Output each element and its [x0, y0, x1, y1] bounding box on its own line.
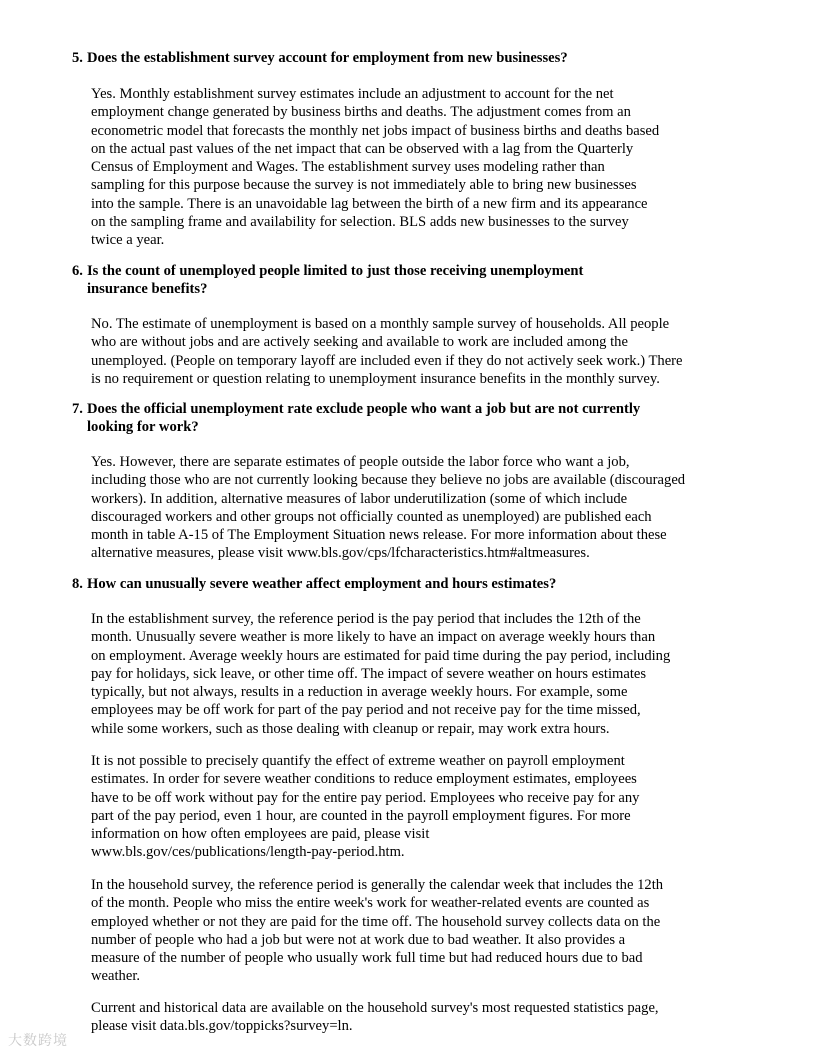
answer-8-paragraph-1 — [91, 610, 751, 738]
answer-line: Yes. Monthly establishment survey estimates include an adjustment to account for the net — [91, 86, 614, 102]
question-6-number: 6. — [72, 263, 83, 279]
answer-line: employment change generated by business births and deaths. The adjustment comes from an — [91, 104, 631, 121]
answer-line: unemployed. (People on temporary layoff are included even if they do not actively seek work.) There — [91, 352, 683, 369]
answer-line: pay for holidays, sick leave, or other time off. The impact of severe weather on hours estimates — [91, 665, 647, 682]
question-5-number: 5. — [72, 50, 83, 66]
answer-8-paragraph-4 — [91, 999, 751, 1036]
answer-5-paragraph-1 — [91, 85, 751, 250]
answer-line: In the household survey, the reference period is generally the calendar week that includes the 12th — [91, 877, 664, 893]
answer-line: employed whether or not they are paid for the time off. The household survey collects data on the — [91, 913, 661, 930]
question-6-text-line-2: insurance benefits? — [87, 281, 208, 298]
question-7-text-line-2: looking for work? — [87, 419, 199, 436]
answer-line: while some workers, such as those dealing with cleanup or repair, may work extra hours. — [91, 720, 610, 737]
answer-line: In the establishment survey, the reference period is the pay period that includes the 12th of the — [91, 611, 641, 627]
answer-line: workers). In addition, alternative measures of labor underutilization (some of which include — [91, 490, 628, 507]
question-8-number: 8. — [72, 576, 83, 592]
answer-line: is no requirement or question relating to unemployment insurance benefits in the monthly survey. — [91, 370, 660, 387]
answer-8-paragraph-3 — [91, 876, 751, 986]
answer-line: typically, but not always, results in a reduction in average weekly hours. For example, some — [91, 684, 628, 701]
question-6 — [72, 262, 732, 299]
answer-line: Current and historical data are available on the household survey's most requested statistics page, — [91, 1000, 659, 1016]
question-7-number: 7. — [72, 401, 83, 417]
answer-line: number of people who had a job but were not at work due to bad weather. It also provides a — [91, 931, 626, 948]
answer-line: weather. — [91, 968, 141, 985]
answer-line: No. The estimate of unemployment is based on a monthly sample survey of households. All people — [91, 316, 670, 332]
answer-line: who are without jobs and are actively seeking and available to work are included among the — [91, 334, 628, 351]
question-5 — [72, 49, 732, 67]
question-8-text: How can unusually severe weather affect employment and hours estimates? — [87, 576, 557, 592]
question-7 — [72, 400, 732, 437]
answer-line: Census of Employment and Wages. The establishment survey uses modeling rather than — [91, 159, 605, 176]
question-7-text-line-1: Does the official unemployment rate exclude people who want a job but are not currently — [87, 401, 641, 417]
answer-8-paragraph-2 — [91, 752, 751, 862]
answer-line: Yes. However, there are separate estimates of people outside the labor force who want a job, — [91, 454, 630, 470]
question-8 — [72, 575, 732, 593]
answer-line: sampling for this purpose because the survey is not immediately able to bring new businesses — [91, 177, 637, 194]
answer-line: econometric model that forecasts the monthly net jobs impact of business births and deaths based — [91, 122, 660, 139]
answer-line: twice a year. — [91, 232, 165, 249]
answer-line: www.bls.gov/ces/publications/length-pay-period.htm. — [91, 844, 405, 861]
answer-line: employees may be off work for part of the pay period and not receive pay for the time missed, — [91, 702, 641, 719]
answer-line: on the sampling frame and availability for selection. BLS adds new businesses to the survey — [91, 214, 629, 231]
answer-line: have to be off work without pay for the entire pay period. Employees who receive pay for any — [91, 789, 640, 806]
question-6-text-line-1: Is the count of unemployed people limited to just those receiving unemployment — [87, 263, 584, 279]
answer-line: information on how often employees are paid, please visit — [91, 826, 430, 843]
watermark-logo: 大数跨境 — [8, 1033, 68, 1049]
question-5-text: Does the establishment survey account for employment from new businesses? — [87, 50, 568, 66]
answer-line: part of the pay period, even 1 hour, are counted in the payroll employment figures. For more — [91, 807, 631, 824]
answer-line: into the sample. There is an unavoidable lag between the birth of a new firm and its appearance — [91, 195, 648, 212]
answer-line: on the actual past values of the net impact that can be observed with a lag from the Quarterly — [91, 140, 634, 157]
answer-line: please visit data.bls.gov/toppicks?survey=ln. — [91, 1018, 353, 1035]
answer-line: It is not possible to precisely quantify the effect of extreme weather on payroll employment — [91, 753, 625, 769]
answer-line: measure of the number of people who usually work full time but had reduced hours due to bad — [91, 950, 643, 967]
answer-line: month in table A-15 of The Employment Situation news release. For more information about these — [91, 527, 667, 544]
answer-line: month. Unusually severe weather is more likely to have an impact on average weekly hours than — [91, 629, 656, 646]
answer-line: of the month. People who miss the entire week's work for weather-related events are counted as — [91, 895, 650, 912]
answer-line: discouraged workers and other groups not officially counted as unemployed) are published each — [91, 508, 652, 525]
answer-6-paragraph-1 — [91, 315, 751, 388]
answer-line: including those who are not currently looking because they believe no jobs are available (discouraged — [91, 472, 686, 489]
answer-line: estimates. In order for severe weather conditions to reduce employment estimates, employees — [91, 771, 637, 788]
answer-7-paragraph-1 — [91, 453, 751, 563]
answer-line: on employment. Average weekly hours are estimated for paid time during the pay period, including — [91, 647, 671, 664]
answer-line: alternative measures, please visit www.bls.gov/cps/lfcharacteristics.htm#altmeasures. — [91, 545, 590, 562]
